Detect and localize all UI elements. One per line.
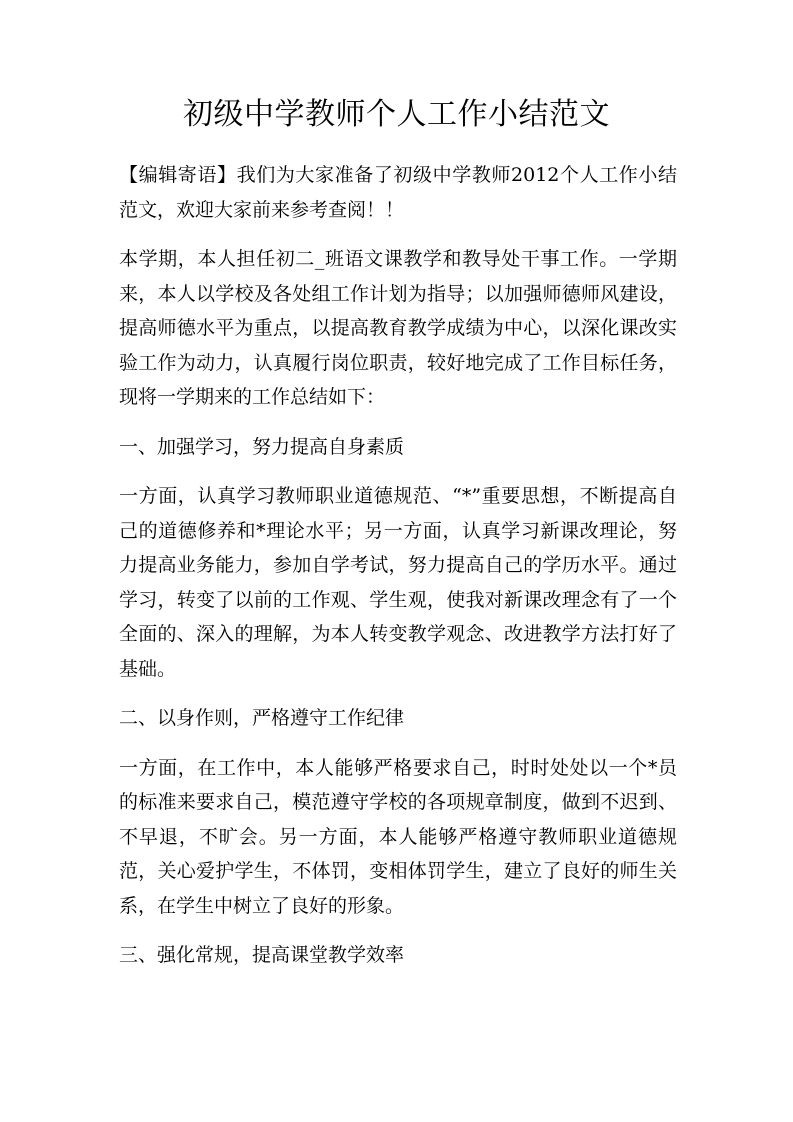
editor-note-paragraph: 【编辑寄语】我们为大家准备了初级中学教师2012个人工作小结范文，欢迎大家前来参考查阅！！ xyxy=(119,164,677,221)
section-heading-1: 一、加强学习，努力提高自身素质 xyxy=(119,435,405,458)
intro-paragraph: 本学期，本人担任初二_班语文课教学和教导处干事工作。一学期来，本人以学校及各处组工作计划为指导；以加强师德师风建设，提高师德水平为重点，以提高教育教学成绩为中心，以深化课改实验工作为动力，认真履行岗位职责，较好地完成了工作目标任务，现将一学期来的工作总结如下： xyxy=(119,248,677,408)
section-2-paragraph: 一方面，在工作中，本人能够严格要求自己，时时处处以一个*员的标准来要求自己，模范遵守学校的各项规章制度，做到不迟到、不早退，不旷会。另一方面，本人能够严格遵守教师职业道德规范，关心爱护学生，不体罚，变相体罚学生，建立了良好的师生关系，在学生中树立了良好的形象。 xyxy=(119,756,677,917)
section-heading-3: 三、强化常规，提高课堂教学效率 xyxy=(119,944,405,966)
section-1-paragraph: 一方面，认真学习教师职业道德规范、“*”重要思想，不断提高自己的道德修养和*理论水平；另一方面，认真学习新课改理论，努力提高业务能力，参加自学考试，努力提高自己的学历水平。通过学习，转变了以前的工作观、学生观，使我对新课改理念有了一个全面的、深入的理解，为本人转变教学观念、改进教学方法打好了基础。 xyxy=(119,485,677,680)
section-heading-2: 二、以身作则，严格遵守工作纪律 xyxy=(119,707,405,729)
document-body xyxy=(119,158,677,988)
page-title: 初级中学教师个人工作小结范文 xyxy=(183,97,610,132)
